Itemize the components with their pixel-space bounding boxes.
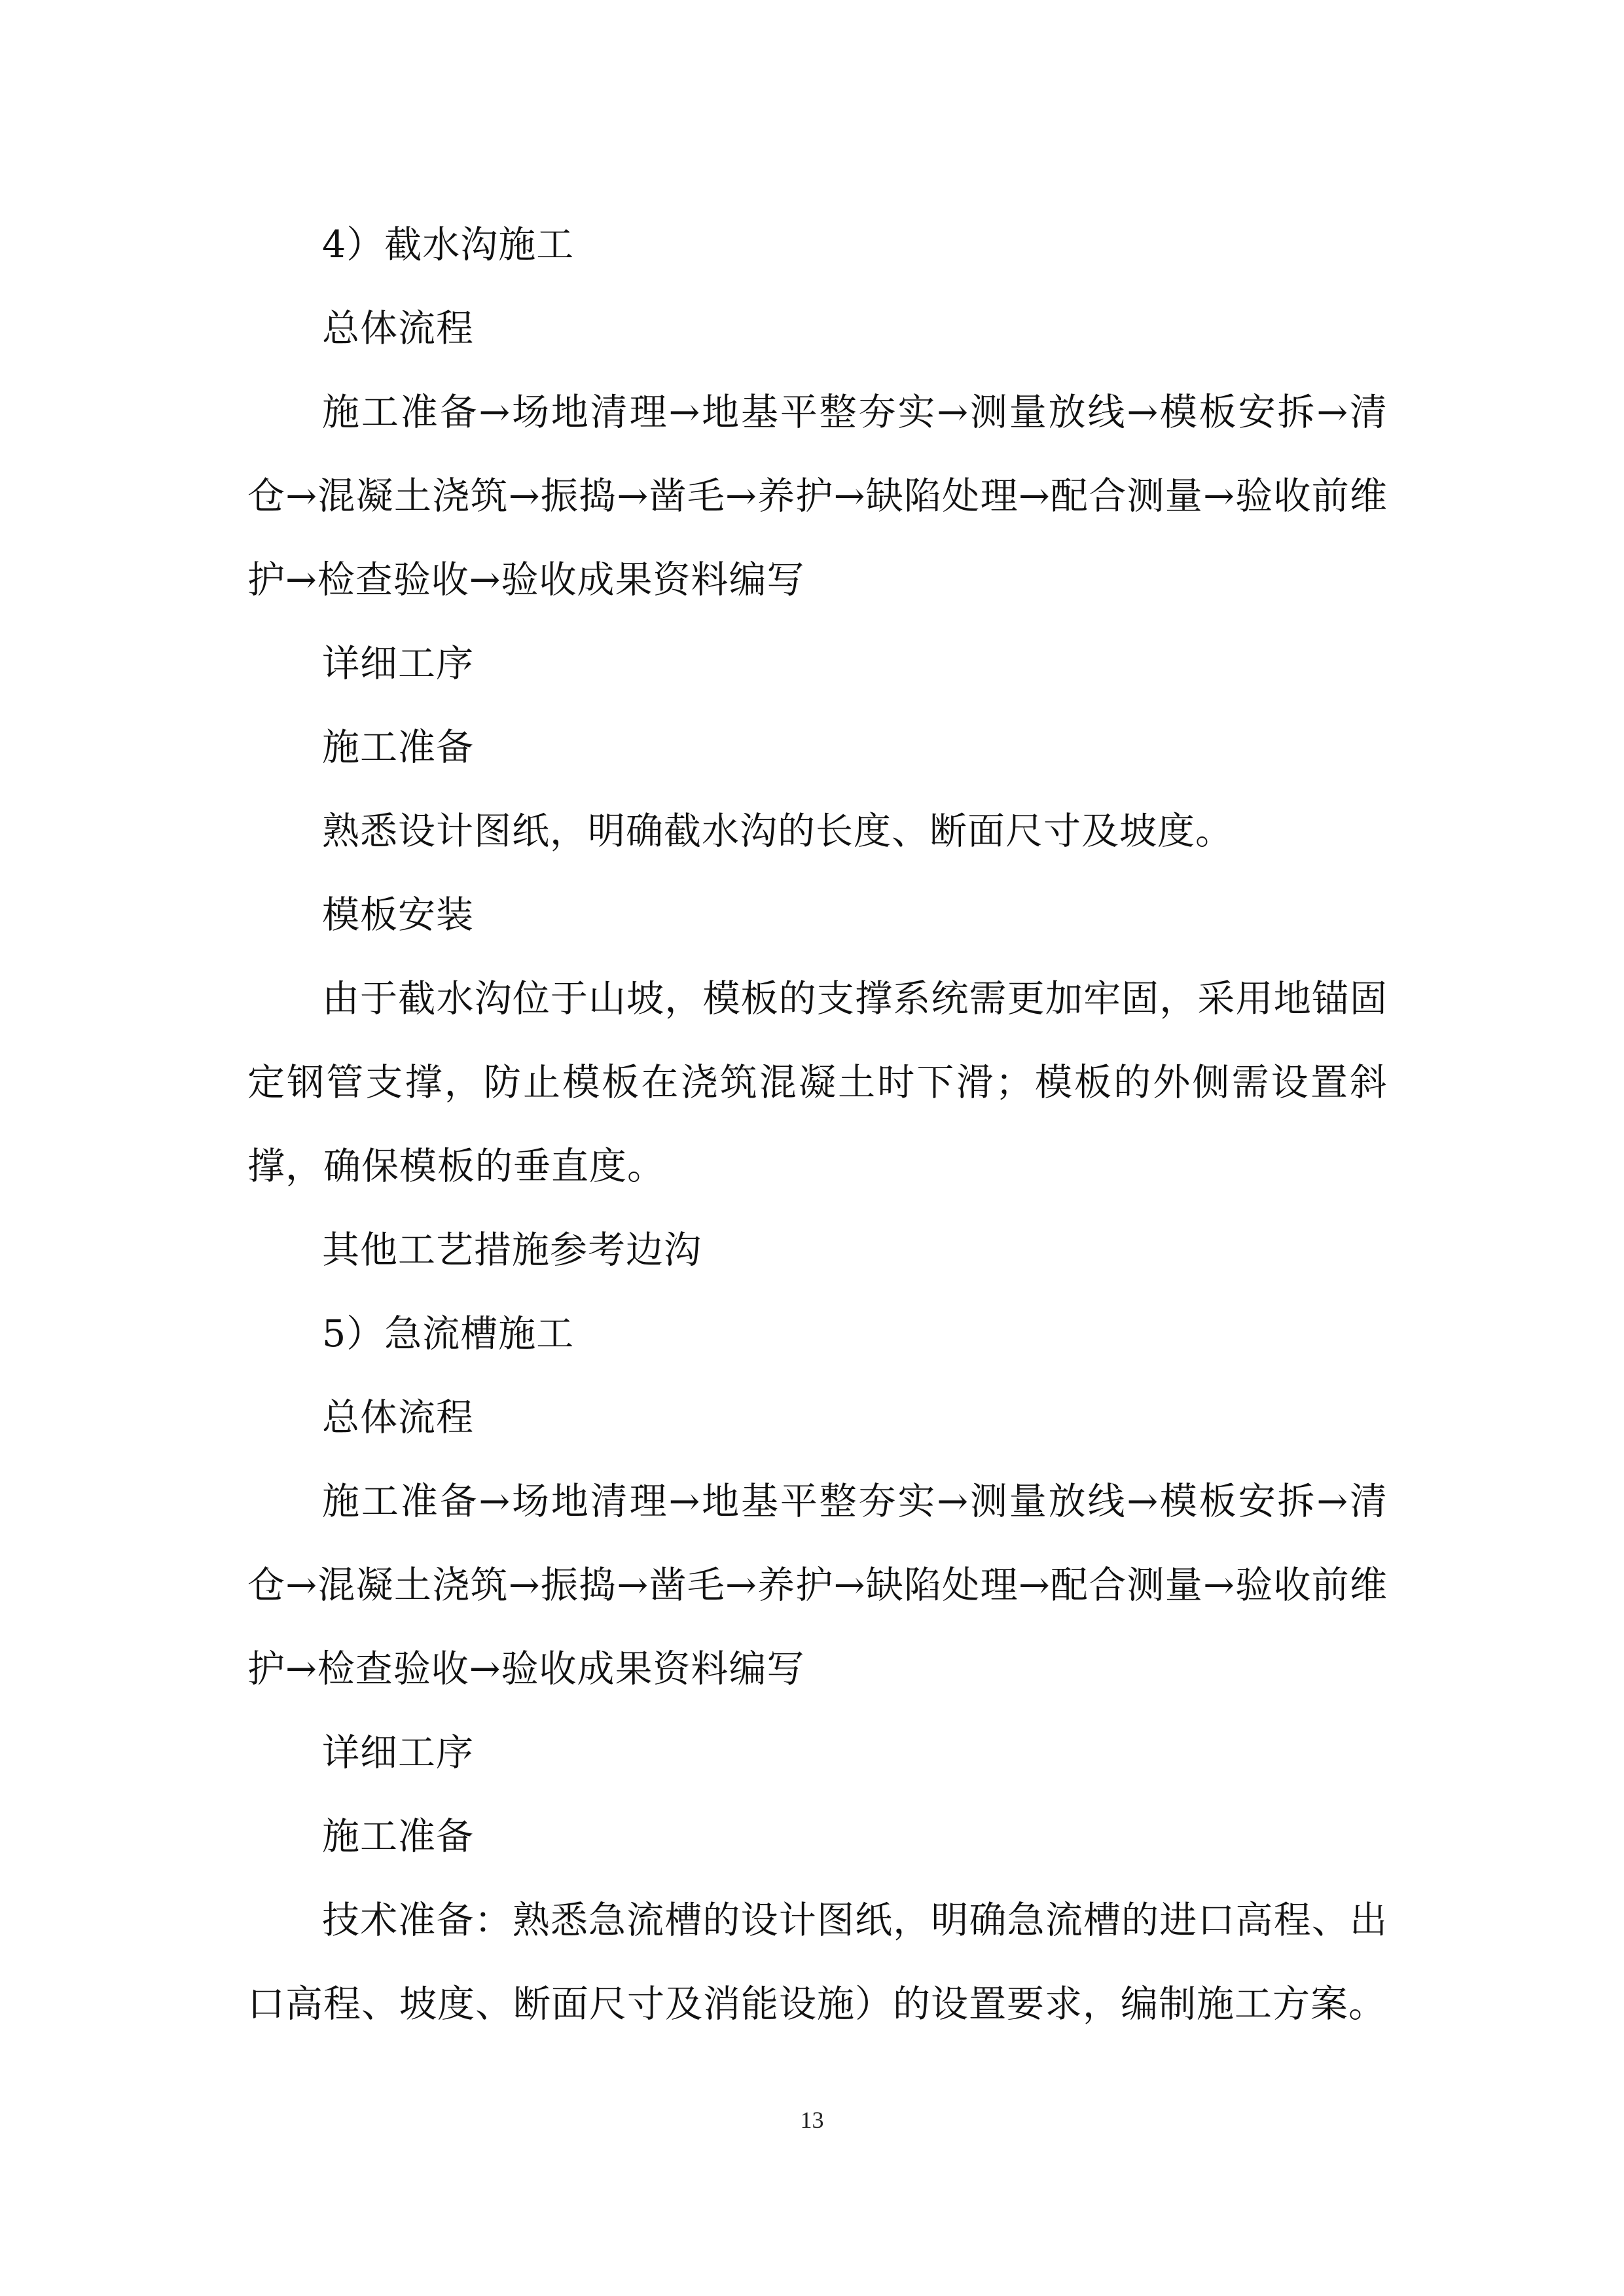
process-flow-paragraph-2: 施工准备→场地清理→地基平整夯实→测量放线→模板安拆→清仓→混凝土浇筑→振捣→凿毛→养护→缺陷处理→配合测量→验收前维护→检查验收→验收成果资料编写: [247, 1480, 1388, 1691]
subheading-overall-process: 总体流程: [322, 307, 474, 350]
preparation-paragraph: 熟悉设计图纸，明确截水沟的长度、断面尺寸及坡度。: [322, 810, 1233, 853]
subheading-detailed-steps-2: 详细工序: [322, 1731, 474, 1774]
technical-preparation-paragraph: 技术准备：熟悉急流槽的设计图纸，明确急流槽的进口高程、出口高程、坡度、断面尺寸及消能设施）的设置要求，编制施工方案。: [247, 1899, 1388, 2026]
subheading-detailed-steps: 详细工序: [322, 642, 474, 685]
section-heading-4: 4）截水沟施工: [322, 223, 575, 266]
other-measures-line: 其他工艺措施参考边沟: [322, 1229, 702, 1272]
subheading-preparation-2: 施工准备: [322, 1815, 474, 1858]
subheading-formwork: 模板安装: [322, 893, 474, 937]
document-body: [247, 203, 1388, 2046]
subheading-overall-process-2: 总体流程: [322, 1396, 474, 1439]
section-heading-5: 5）急流槽施工: [322, 1312, 575, 1355]
formwork-paragraph: 由于截水沟位于山坡，模板的支撑系统需更加牢固，采用地锚固定钢管支撑，防止模板在浇筑混凝土时下滑；模板的外侧需设置斜撑，确保模板的垂直度。: [247, 977, 1388, 1188]
page-number: 13: [800, 2107, 824, 2133]
subheading-preparation: 施工准备: [322, 726, 474, 769]
process-flow-paragraph: 施工准备→场地清理→地基平整夯实→测量放线→模板安拆→清仓→混凝土浇筑→振捣→凿毛→养护→缺陷处理→配合测量→验收前维护→检查验收→验收成果资料编写: [247, 391, 1388, 601]
